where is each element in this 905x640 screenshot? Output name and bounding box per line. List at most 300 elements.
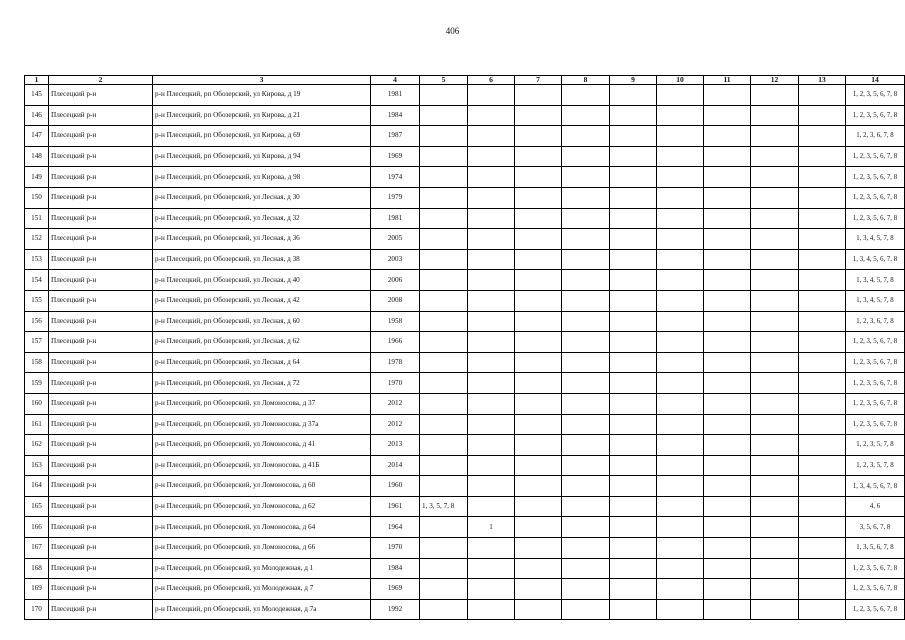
col11-cell: [704, 393, 751, 414]
address-cell: р-н Плесецкий, рп Обозерский, ул Молодежная, д 7а: [153, 599, 371, 620]
col9-cell: [610, 85, 657, 106]
col8-cell: [562, 126, 610, 147]
district-cell: Плесецкий р-н: [49, 270, 153, 291]
header-row: [25, 76, 905, 85]
col11-cell: [704, 455, 751, 476]
col12-cell: [751, 558, 799, 579]
col13-cell: [799, 146, 846, 167]
year-cell: 1987: [371, 126, 420, 147]
col9-cell: [610, 187, 657, 208]
year-cell: 1969: [371, 579, 420, 600]
col11-cell: [704, 249, 751, 270]
col10-cell: [657, 105, 704, 126]
col10-cell: [657, 249, 704, 270]
year-cell: 2012: [371, 414, 420, 435]
address-cell: р-н Плесецкий, рп Обозерский, ул Ломоносова, д 37а: [153, 414, 371, 435]
col8-cell: [562, 476, 610, 497]
col12-cell: [751, 85, 799, 106]
year-cell: 1979: [371, 187, 420, 208]
col5-cell: [420, 352, 468, 373]
col13-cell: [799, 476, 846, 497]
col9-cell: [610, 393, 657, 414]
col7-cell: [515, 167, 562, 188]
col11-cell: [704, 414, 751, 435]
table-row: [25, 249, 905, 270]
table-row: [25, 538, 905, 559]
address-cell: р-н Плесецкий, рп Обозерский, ул Молодежная, д 1: [153, 558, 371, 579]
col13-cell: [799, 126, 846, 147]
col9-cell: [610, 373, 657, 394]
col11-cell: [704, 496, 751, 517]
col7-cell: [515, 599, 562, 620]
col10-cell: [657, 126, 704, 147]
row-number-cell: 147: [25, 126, 49, 147]
col10-cell: [657, 373, 704, 394]
col11-cell: [704, 270, 751, 291]
table-row: [25, 373, 905, 394]
header-cell: 8: [562, 76, 610, 85]
address-cell: р-н Плесецкий, рп Обозерский, ул Ломоносова, д 62: [153, 496, 371, 517]
col13-cell: [799, 393, 846, 414]
district-cell: Плесецкий р-н: [49, 455, 153, 476]
col10-cell: [657, 476, 704, 497]
col8-cell: [562, 105, 610, 126]
address-cell: р-н Плесецкий, рп Обозерский, ул Ломоносова, д 41: [153, 435, 371, 456]
table-row: [25, 146, 905, 167]
col11-cell: [704, 599, 751, 620]
district-cell: Плесецкий р-н: [49, 435, 153, 456]
address-cell: р-н Плесецкий, рп Обозерский, ул Ломоносова, д 66: [153, 538, 371, 559]
col10-cell: [657, 311, 704, 332]
table-row: [25, 496, 905, 517]
col10-cell: [657, 270, 704, 291]
col12-cell: [751, 599, 799, 620]
col12-cell: [751, 311, 799, 332]
address-cell: р-н Плесецкий, рп Обозерский, ул Кирова, д 94: [153, 146, 371, 167]
address-cell: р-н Плесецкий, рп Обозерский, ул Лесная, д 42: [153, 290, 371, 311]
header-cell: 14: [846, 76, 905, 85]
address-cell: р-н Плесецкий, рп Обозерский, ул Ломоносова, д 60: [153, 476, 371, 497]
col13-cell: [799, 496, 846, 517]
col7-cell: [515, 414, 562, 435]
table-row: [25, 187, 905, 208]
col14-cell: 1, 2, 3, 5, 6, 7, 8: [846, 85, 905, 106]
col8-cell: [562, 187, 610, 208]
col13-cell: [799, 208, 846, 229]
table-row: [25, 476, 905, 497]
district-cell: Плесецкий р-н: [49, 496, 153, 517]
header-cell: 11: [704, 76, 751, 85]
row-number-cell: 164: [25, 476, 49, 497]
year-cell: 1966: [371, 332, 420, 353]
col8-cell: [562, 208, 610, 229]
col9-cell: [610, 538, 657, 559]
col11-cell: [704, 579, 751, 600]
col12-cell: [751, 517, 799, 538]
col14-cell: 1, 2, 3, 5, 7, 8: [846, 435, 905, 456]
table-row: [25, 167, 905, 188]
col12-cell: [751, 435, 799, 456]
col12-cell: [751, 332, 799, 353]
year-cell: 2005: [371, 229, 420, 250]
col10-cell: [657, 146, 704, 167]
col5-cell: 1, 3, 5, 7, 8: [420, 496, 468, 517]
col9-cell: [610, 599, 657, 620]
header-cell: 10: [657, 76, 704, 85]
col14-cell: 1, 2, 3, 5, 6, 7, 8: [846, 105, 905, 126]
col6-cell: [468, 105, 515, 126]
district-cell: Плесецкий р-н: [49, 105, 153, 126]
year-cell: 2008: [371, 290, 420, 311]
col14-cell: 1, 3, 4, 5, 7, 8: [846, 229, 905, 250]
col6-cell: [468, 229, 515, 250]
address-cell: р-н Плесецкий, рп Обозерский, ул Лесная, д 38: [153, 249, 371, 270]
col6-cell: [468, 126, 515, 147]
col6-cell: [468, 85, 515, 106]
col8-cell: [562, 167, 610, 188]
col5-cell: [420, 476, 468, 497]
row-number-cell: 155: [25, 290, 49, 311]
col6-cell: [468, 476, 515, 497]
col9-cell: [610, 352, 657, 373]
col6-cell: [468, 579, 515, 600]
col6-cell: [468, 187, 515, 208]
year-cell: 1961: [371, 496, 420, 517]
col5-cell: [420, 167, 468, 188]
col9-cell: [610, 208, 657, 229]
col9-cell: [610, 146, 657, 167]
table-row: [25, 393, 905, 414]
col9-cell: [610, 332, 657, 353]
col14-cell: 1, 2, 3, 5, 6, 7, 8: [846, 414, 905, 435]
col5-cell: [420, 558, 468, 579]
col12-cell: [751, 373, 799, 394]
district-cell: Плесецкий р-н: [49, 599, 153, 620]
col10-cell: [657, 558, 704, 579]
col7-cell: [515, 373, 562, 394]
col5-cell: [420, 579, 468, 600]
address-cell: р-н Плесецкий, рп Обозерский, ул Лесная, д 40: [153, 270, 371, 291]
col8-cell: [562, 496, 610, 517]
col14-cell: 1, 2, 3, 5, 6, 7, 8: [846, 393, 905, 414]
year-cell: 1978: [371, 352, 420, 373]
table-row: [25, 517, 905, 538]
col10-cell: [657, 393, 704, 414]
year-cell: 1960: [371, 476, 420, 497]
col7-cell: [515, 85, 562, 106]
col6-cell: [468, 270, 515, 291]
col5-cell: [420, 332, 468, 353]
col13-cell: [799, 599, 846, 620]
row-number-cell: 165: [25, 496, 49, 517]
district-cell: Плесецкий р-н: [49, 187, 153, 208]
year-cell: 1992: [371, 599, 420, 620]
col7-cell: [515, 393, 562, 414]
col14-cell: 1, 2, 3, 5, 6, 7, 8: [846, 599, 905, 620]
col8-cell: [562, 517, 610, 538]
col6-cell: [468, 249, 515, 270]
district-cell: Плесецкий р-н: [49, 311, 153, 332]
col6-cell: [468, 311, 515, 332]
year-cell: 2003: [371, 249, 420, 270]
col11-cell: [704, 538, 751, 559]
col14-cell: 1, 2, 3, 5, 7, 8: [846, 455, 905, 476]
col5-cell: [420, 208, 468, 229]
table-row: [25, 435, 905, 456]
col8-cell: [562, 393, 610, 414]
col5-cell: [420, 414, 468, 435]
col6-cell: [468, 558, 515, 579]
col10-cell: [657, 517, 704, 538]
col9-cell: [610, 496, 657, 517]
col8-cell: [562, 332, 610, 353]
col14-cell: 3, 5, 6, 7, 8: [846, 517, 905, 538]
col11-cell: [704, 187, 751, 208]
row-number-cell: 148: [25, 146, 49, 167]
col14-cell: 1, 2, 3, 6, 7, 8: [846, 311, 905, 332]
col12-cell: [751, 249, 799, 270]
district-cell: Плесецкий р-н: [49, 229, 153, 250]
col5-cell: [420, 517, 468, 538]
address-cell: р-н Плесецкий, рп Обозерский, ул Ломоносова, д 37: [153, 393, 371, 414]
col6-cell: [468, 208, 515, 229]
table-row: [25, 208, 905, 229]
district-cell: Плесецкий р-н: [49, 146, 153, 167]
col14-cell: 4, 6: [846, 496, 905, 517]
col7-cell: [515, 496, 562, 517]
col12-cell: [751, 496, 799, 517]
header-cell: 1: [25, 76, 49, 85]
address-cell: р-н Плесецкий, рп Обозерский, ул Ломоносова, д 41Б: [153, 455, 371, 476]
header-cell: 13: [799, 76, 846, 85]
col7-cell: [515, 352, 562, 373]
district-cell: Плесецкий р-н: [49, 538, 153, 559]
district-cell: Плесецкий р-н: [49, 373, 153, 394]
col12-cell: [751, 579, 799, 600]
row-number-cell: 156: [25, 311, 49, 332]
col14-cell: 1, 2, 3, 5, 6, 7, 8: [846, 352, 905, 373]
col7-cell: [515, 517, 562, 538]
col6-cell: [468, 393, 515, 414]
col12-cell: [751, 290, 799, 311]
col12-cell: [751, 167, 799, 188]
col10-cell: [657, 352, 704, 373]
col12-cell: [751, 187, 799, 208]
header-cell: 2: [49, 76, 153, 85]
col13-cell: [799, 270, 846, 291]
address-cell: р-н Плесецкий, рп Обозерский, ул Лесная, д 72: [153, 373, 371, 394]
district-cell: Плесецкий р-н: [49, 249, 153, 270]
col9-cell: [610, 414, 657, 435]
district-cell: Плесецкий р-н: [49, 414, 153, 435]
col9-cell: [610, 558, 657, 579]
header-cell: 4: [371, 76, 420, 85]
col12-cell: [751, 393, 799, 414]
col14-cell: 1, 2, 3, 5, 6, 7, 8: [846, 332, 905, 353]
col14-cell: 1, 2, 3, 5, 6, 7, 8: [846, 579, 905, 600]
year-cell: 2013: [371, 435, 420, 456]
col11-cell: [704, 146, 751, 167]
col9-cell: [610, 290, 657, 311]
district-cell: Плесецкий р-н: [49, 290, 153, 311]
col13-cell: [799, 558, 846, 579]
address-cell: р-н Плесецкий, рп Обозерский, ул Лесная, д 62: [153, 332, 371, 353]
col5-cell: [420, 393, 468, 414]
row-number-cell: 153: [25, 249, 49, 270]
district-cell: Плесецкий р-н: [49, 85, 153, 106]
col11-cell: [704, 290, 751, 311]
district-cell: Плесецкий р-н: [49, 393, 153, 414]
col14-cell: 1, 2, 3, 5, 6, 7, 8: [846, 146, 905, 167]
table-row: [25, 332, 905, 353]
col10-cell: [657, 455, 704, 476]
col12-cell: [751, 352, 799, 373]
row-number-cell: 150: [25, 187, 49, 208]
col13-cell: [799, 105, 846, 126]
col7-cell: [515, 126, 562, 147]
col14-cell: 1, 3, 5, 6, 7, 8: [846, 538, 905, 559]
col12-cell: [751, 146, 799, 167]
address-cell: р-н Плесецкий, рп Обозерский, ул Лесная, д 60: [153, 311, 371, 332]
row-number-cell: 154: [25, 270, 49, 291]
table-row: [25, 599, 905, 620]
col14-cell: 1, 2, 3, 5, 6, 7, 8: [846, 373, 905, 394]
col12-cell: [751, 229, 799, 250]
col5-cell: [420, 373, 468, 394]
col9-cell: [610, 126, 657, 147]
table-row: [25, 352, 905, 373]
col9-cell: [610, 105, 657, 126]
address-cell: р-н Плесецкий, рп Обозерский, ул Кирова, д 19: [153, 85, 371, 106]
table-row: [25, 105, 905, 126]
col12-cell: [751, 208, 799, 229]
year-cell: 1974: [371, 167, 420, 188]
table-row: [25, 558, 905, 579]
col13-cell: [799, 229, 846, 250]
col11-cell: [704, 229, 751, 250]
col11-cell: [704, 476, 751, 497]
col9-cell: [610, 311, 657, 332]
col9-cell: [610, 476, 657, 497]
col9-cell: [610, 579, 657, 600]
district-cell: Плесецкий р-н: [49, 517, 153, 538]
col10-cell: [657, 290, 704, 311]
row-number-cell: 163: [25, 455, 49, 476]
table-row: [25, 85, 905, 106]
district-cell: Плесецкий р-н: [49, 579, 153, 600]
col8-cell: [562, 146, 610, 167]
district-cell: Плесецкий р-н: [49, 167, 153, 188]
col8-cell: [562, 290, 610, 311]
col13-cell: [799, 517, 846, 538]
col11-cell: [704, 167, 751, 188]
col6-cell: [468, 167, 515, 188]
col6-cell: [468, 146, 515, 167]
col8-cell: [562, 352, 610, 373]
col10-cell: [657, 414, 704, 435]
address-cell: р-н Плесецкий, рп Обозерский, ул Лесная, д 32: [153, 208, 371, 229]
col11-cell: [704, 558, 751, 579]
year-cell: 1981: [371, 208, 420, 229]
row-number-cell: 168: [25, 558, 49, 579]
col10-cell: [657, 579, 704, 600]
table-row: [25, 414, 905, 435]
col13-cell: [799, 167, 846, 188]
col5-cell: [420, 270, 468, 291]
col7-cell: [515, 146, 562, 167]
row-number-cell: 161: [25, 414, 49, 435]
table-body: [25, 85, 905, 620]
row-number-cell: 158: [25, 352, 49, 373]
col9-cell: [610, 270, 657, 291]
col8-cell: [562, 579, 610, 600]
table-row: [25, 290, 905, 311]
col10-cell: [657, 187, 704, 208]
col5-cell: [420, 146, 468, 167]
year-cell: 1970: [371, 538, 420, 559]
row-number-cell: 162: [25, 435, 49, 456]
col11-cell: [704, 332, 751, 353]
col14-cell: 1, 3, 4, 5, 6, 7, 8: [846, 476, 905, 497]
col8-cell: [562, 311, 610, 332]
col13-cell: [799, 579, 846, 600]
col6-cell: [468, 373, 515, 394]
col8-cell: [562, 455, 610, 476]
col14-cell: 1, 2, 3, 5, 6, 7, 8: [846, 558, 905, 579]
col10-cell: [657, 85, 704, 106]
col7-cell: [515, 332, 562, 353]
address-cell: р-н Плесецкий, рп Обозерский, ул Кирова, д 98: [153, 167, 371, 188]
table-row: [25, 455, 905, 476]
col8-cell: [562, 85, 610, 106]
col6-cell: [468, 599, 515, 620]
row-number-cell: 146: [25, 105, 49, 126]
row-number-cell: 145: [25, 85, 49, 106]
col13-cell: [799, 187, 846, 208]
col9-cell: [610, 455, 657, 476]
col13-cell: [799, 311, 846, 332]
header-cell: 5: [420, 76, 468, 85]
header-cell: 7: [515, 76, 562, 85]
year-cell: 2006: [371, 270, 420, 291]
col7-cell: [515, 476, 562, 497]
col5-cell: [420, 435, 468, 456]
col14-cell: 1, 2, 3, 5, 6, 7, 8: [846, 187, 905, 208]
col6-cell: [468, 496, 515, 517]
address-cell: р-н Плесецкий, рп Обозерский, ул Молодежная, д 7: [153, 579, 371, 600]
col7-cell: [515, 270, 562, 291]
row-number-cell: 167: [25, 538, 49, 559]
col5-cell: [420, 538, 468, 559]
col13-cell: [799, 455, 846, 476]
col12-cell: [751, 476, 799, 497]
col6-cell: [468, 352, 515, 373]
col11-cell: [704, 311, 751, 332]
col7-cell: [515, 187, 562, 208]
col6-cell: [468, 455, 515, 476]
col6-cell: [468, 538, 515, 559]
col5-cell: [420, 249, 468, 270]
col11-cell: [704, 435, 751, 456]
col13-cell: [799, 249, 846, 270]
col5-cell: [420, 455, 468, 476]
row-number-cell: 149: [25, 167, 49, 188]
address-cell: р-н Плесецкий, рп Обозерский, ул Лесная, д 36: [153, 229, 371, 250]
col10-cell: [657, 229, 704, 250]
col8-cell: [562, 558, 610, 579]
col11-cell: [704, 352, 751, 373]
district-cell: Плесецкий р-н: [49, 476, 153, 497]
